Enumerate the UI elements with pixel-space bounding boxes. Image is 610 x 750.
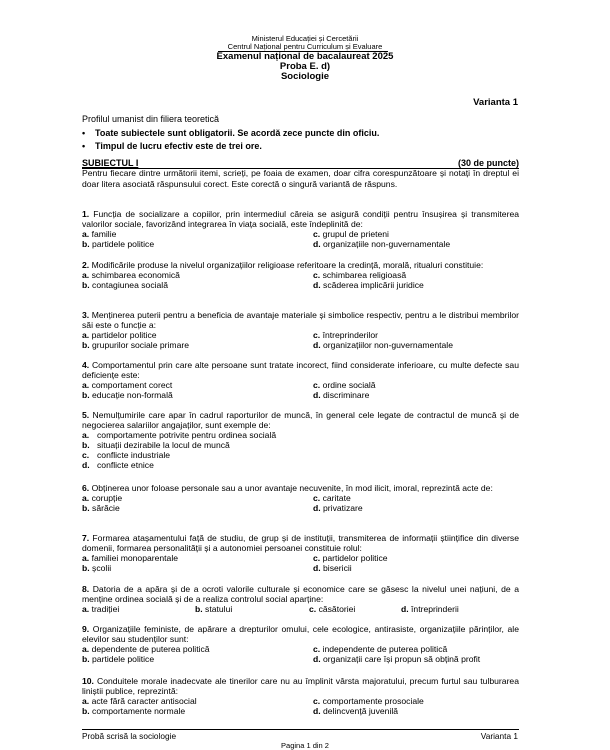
bullet-dot-icon: • — [82, 128, 86, 138]
option-d: d. organizații care își propun să obțină profit — [313, 654, 481, 664]
option-b: b. partidele politice — [82, 239, 155, 249]
option-a: a. tradiției — [82, 604, 120, 614]
option-a: a. familiei monoparentale — [82, 553, 179, 563]
option-c: c. schimbarea religioasă — [313, 270, 407, 280]
question-body: Formarea atașamentului față de studiu, de grup și de instituții, transmiterea de informații științifice din diverse domenii, formarea personalității și a autonomiei persoanei constituie rolul: — [82, 533, 519, 553]
option-a: a. schimbarea economică — [82, 270, 180, 280]
question-item — [82, 410, 519, 470]
question-number: 8. — [82, 584, 90, 594]
question-options — [82, 380, 519, 400]
question-options — [82, 330, 519, 350]
option-b: b. situații dezirabile la locul de muncă — [82, 440, 230, 450]
question-number: 1. — [82, 209, 90, 219]
option-c: c. căsătoriei — [309, 604, 356, 614]
subiect-instructions: Pentru fiecare dintre următorii itemi, scrieți, pe foaia de examen, doar cifra corespunzătoare și notați în dreptul ei doar litera asociată răspunsului corect. Este corectă o singură variantă de răspuns. — [82, 168, 519, 189]
subject-title: Sociologie — [280, 71, 330, 82]
question-text — [82, 584, 519, 604]
option-a: a. comportamente potrivite pentru ordinea socială — [82, 430, 277, 440]
question-options — [82, 644, 519, 664]
question-options — [82, 430, 519, 470]
option-c: c. grupul de prieteni — [313, 229, 389, 239]
option-c: c. caritate — [313, 493, 351, 503]
question-item — [82, 209, 519, 249]
proba-title: Proba E. d) — [279, 61, 331, 72]
option-d: d. întreprinderii — [401, 604, 459, 614]
instruction-text: Toate subiectele sunt obligatorii. Se acordă zece puncte din oficiu. — [95, 128, 380, 138]
question-body: Organizațiile feministe, de apărare a drepturilor omului, cele ecologice, antirasiste, organizațiile părinților, ale elevilor sau studenților sunt: — [82, 624, 519, 644]
question-text — [82, 483, 519, 493]
question-body: Menținerea puterii pentru a beneficia de avantaje materiale și simbolice respectiv, pentru a le distribui membrilor săi este o funcție a: — [82, 310, 519, 330]
option-b: b. grupurilor sociale primare — [82, 340, 189, 350]
question-options — [82, 696, 519, 716]
profil-label: Profilul umanist din filiera teoretică — [82, 114, 220, 124]
option-b: b. contagiunea socială — [82, 280, 168, 290]
question-number: 6. — [82, 483, 90, 493]
question-body: Datoria de a apăra și de a ocroti valorile culturale și economice care se găsesc la nivelul unei națiuni, de a menține ordinea socială și de a realiza controlul social aparține: — [82, 584, 519, 604]
footer-divider — [82, 729, 519, 730]
question-number: 3. — [82, 310, 90, 320]
question-options — [82, 553, 519, 573]
question-number: 9. — [82, 624, 90, 634]
question-body: Nemulțumirile care apar în cadrul raporturilor de muncă, în general cele legate de contractul de muncă și de negocierea salariilor angajaților, sunt exemple de: — [82, 410, 519, 430]
option-c: c. partidelor politice — [313, 553, 388, 563]
question-item — [82, 260, 519, 290]
option-d: d. organizațiilor non-guvernamentale — [313, 340, 453, 350]
option-a: a. acte fără caracter antisocial — [82, 696, 197, 706]
option-c: c. comportamente prosociale — [313, 696, 424, 706]
question-options — [82, 493, 519, 513]
option-c: c. independente de puterea politică — [313, 644, 448, 654]
question-number: 5. — [82, 410, 90, 420]
question-text — [82, 260, 519, 270]
option-c: c. întreprinderilor — [313, 330, 378, 340]
question-item — [82, 360, 519, 400]
question-body: Comportamentul prin care alte persoane sunt tratate incorect, fiind considerate inferioare, cu multe defecte sau deficiențe este: — [82, 360, 519, 380]
option-b: b. comportamente normale — [82, 706, 186, 716]
header-ministry: Ministerul Educației și Cercetării — [251, 34, 359, 43]
option-a: a. familie — [82, 229, 117, 239]
question-text — [82, 624, 519, 644]
subiect-title: SUBIECTUL I — [82, 158, 139, 168]
option-d: d. discriminare — [313, 390, 370, 400]
question-item — [82, 584, 519, 614]
option-d: d. delincvență juvenilă — [313, 706, 399, 716]
question-body: Modificările produse la nivelul organizațiilor religioase referitoare la credință, morală, ritualuri constituie: — [91, 260, 484, 270]
question-options — [82, 604, 519, 614]
option-a: a. partidelor politice — [82, 330, 157, 340]
question-text — [82, 410, 519, 430]
header-center: Centrul Național pentru Curriculum și Evaluare — [227, 42, 383, 51]
option-b: b. statului — [195, 604, 233, 614]
option-c: c. conflicte industriale — [82, 450, 171, 460]
bullet-dot-icon: • — [82, 141, 86, 151]
option-d: d. privatizare — [313, 503, 363, 513]
option-a: a. comportament corect — [82, 380, 173, 390]
question-text — [82, 209, 519, 229]
footer-right: Varianta 1 — [480, 731, 518, 741]
varianta-label: Varianta 1 — [473, 97, 518, 108]
question-item — [82, 310, 519, 350]
option-b: b. partidele politice — [82, 654, 155, 664]
question-options — [82, 229, 519, 249]
option-d: d. scăderea implicării juridice — [313, 280, 424, 290]
question-options — [82, 270, 519, 290]
footer-left: Probă scrisă la sociologie — [82, 731, 177, 741]
page-number: Pagina 1 din 2 — [281, 741, 329, 750]
option-b: b. educație non-formală — [82, 390, 173, 400]
option-d: d. organizațiile non-guvernamentale — [313, 239, 451, 249]
question-body: Funcția de socializare a copiilor, prin intermediul căreia se asigură condiții pentru însușirea și transmiterea valorilor sociale, favorizând integrarea în viața socială, este îndeplinită de: — [82, 209, 520, 229]
question-number: 4. — [82, 360, 90, 370]
question-text — [82, 676, 519, 696]
option-d: d. bisericii — [313, 563, 352, 573]
question-item — [82, 483, 519, 513]
subiect-points: (30 de puncte) — [457, 158, 519, 168]
option-b: b. școlii — [82, 563, 112, 573]
option-b: b. sărăcie — [82, 503, 120, 513]
option-a: a. corupție — [82, 493, 123, 503]
question-item — [82, 676, 519, 716]
question-body: Conduitele morale inadecvate ale tinerilor care nu au împlinit vârsta majoratului, precum furtul sau tulburarea liniștii publice, reprezintă: — [82, 676, 519, 696]
option-d: d. conflicte etnice — [82, 460, 154, 470]
question-body: Obținerea unor foloase personale sau a unor avantaje necuvenite, în mod ilicit, imoral, reprezintă acte de: — [91, 483, 493, 493]
option-c: c. ordine socială — [313, 380, 376, 390]
question-item — [82, 624, 519, 664]
question-text — [82, 310, 519, 330]
option-a: a. dependente de puterea politică — [82, 644, 210, 654]
question-item — [82, 533, 519, 573]
question-number: 7. — [82, 533, 90, 543]
instruction-bullet — [82, 128, 379, 138]
instruction-bullet — [82, 141, 262, 151]
instruction-text: Timpul de lucru efectiv este de trei ore. — [95, 141, 262, 151]
question-text — [82, 360, 519, 380]
question-number: 2. — [82, 260, 90, 270]
exam-title: Examenul național de bacalaureat 2025 — [216, 51, 394, 62]
question-text — [82, 533, 519, 553]
question-number: 10. — [82, 676, 94, 686]
